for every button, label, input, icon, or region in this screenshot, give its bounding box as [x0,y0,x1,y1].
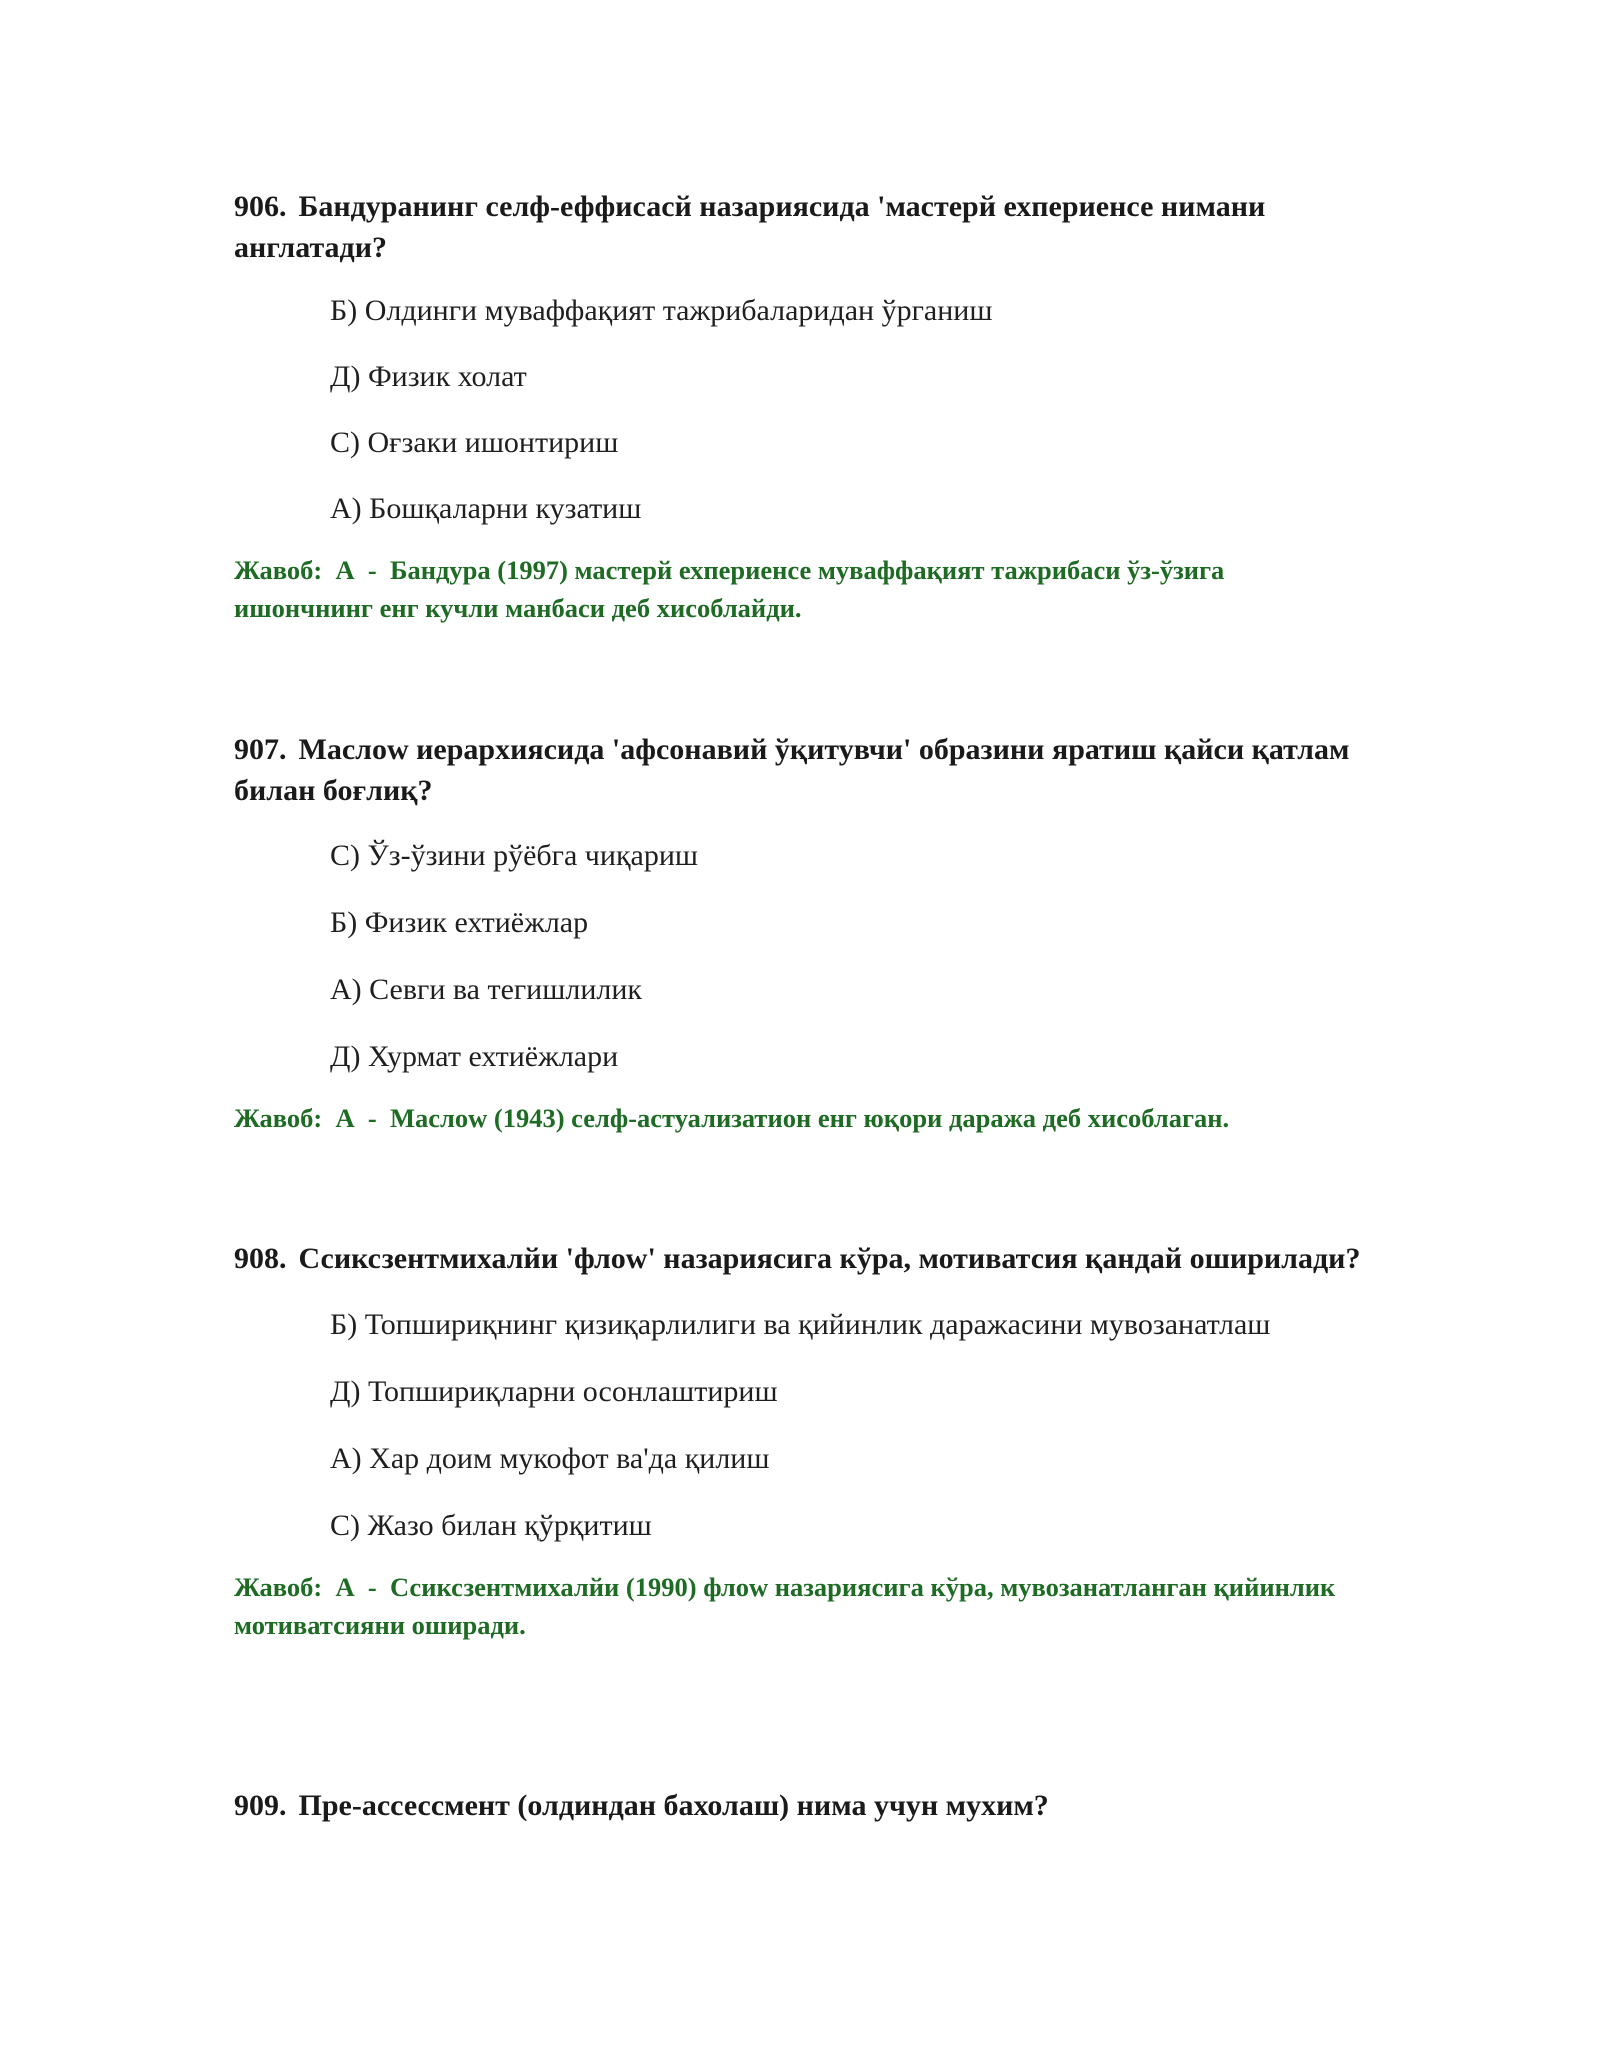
answer-letter: А [335,1572,355,1602]
option-2: Д) Физик холат [330,360,527,393]
option-3: А) Севги ва тегишлилик [330,973,642,1006]
option-1: Б) Олдинги муваффақият тажрибаларидан ўрганиш [330,294,993,327]
option-1: С) Ўз-ўзини рўёбга чиқариш [330,839,698,872]
question-908 [234,1238,1364,1644]
option-2: Б) Физик ехтиёжлар [330,906,589,939]
answer: Жавоб: А - Маслоw (1943) селф-астуализатион енг юқори даража деб хисоблаган. [234,1103,1230,1133]
question-title [234,729,1364,811]
question-title [234,1238,1364,1279]
question-title [234,1785,1364,1826]
question-number: 909. [234,1789,287,1822]
question-906 [234,186,1364,627]
answer-letter: А [335,1103,355,1133]
answer-label: Жавоб: [234,555,323,585]
question-text: Бандуранинг селф-еффисасй назариясида 'мастерй ехпериенсе нимани англатади? [234,190,1266,264]
options-list [234,836,1364,1077]
options-list [234,291,1364,529]
question-number: 908. [234,1242,287,1275]
question-907 [234,729,1364,1137]
answer-label: Жавоб: [234,1103,323,1133]
question-title [234,186,1364,268]
question-number: 906. [234,190,287,223]
answer: Жавоб: А - Ссиксзентмихалйи (1990) флоw назариясига кўра, мувозанатланган қийинлик мотиватсияни оширади. [234,1572,1336,1640]
option-3: С) Оғзаки ишонтириш [330,426,619,459]
option-3: А) Хар доим мукофот ва'да қилиш [330,1442,770,1475]
question-text: Маслоw иерархиясида 'афсонавий ўқитувчи' образини яратиш қайси қатлам билан боғлиқ? [234,733,1350,807]
option-2: Д) Топшириқларни осонлаштириш [330,1375,778,1408]
question-number: 907. [234,733,287,766]
question-text: Ссиксзентмихалйи 'флоw' назариясига кўра, мотиватсия қандай оширилади? [298,1242,1361,1275]
answer-text: Бандура (1997) мастерй ехпериенсе муваффақият тажрибаси ўз-ўзига ишончнинг енг кучли манбаси деб хисоблайди. [234,555,1225,623]
option-4: Д) Хурмат ехтиёжлари [330,1040,619,1073]
answer-text: Ссиксзентмихалйи (1990) флоw назариясига кўра, мувозанатланган қийинлик мотиватсияни оширади. [234,1572,1336,1640]
answer-letter: А [335,555,355,585]
answer-label: Жавоб: [234,1572,323,1602]
question-909 [234,1785,1364,1826]
option-4: С) Жазо билан қўрқитиш [330,1509,652,1542]
option-4: А) Бошқаларни кузатиш [330,492,642,525]
question-text: Пре-ассессмент (олдиндан бахолаш) нима учун мухим? [298,1789,1049,1822]
answer-text: Маслоw (1943) селф-астуализатион енг юқори даража деб хисоблаган. [389,1103,1230,1133]
answer: Жавоб: А - Бандура (1997) мастерй ехпериенсе муваффақият тажрибаси ўз-ўзига ишончнинг енг кучли манбаси деб хисоблайди. [234,555,1225,623]
option-1: Б) Топшириқнинг қизиқарлилиги ва қийинлик даражасини мувозанатлаш [330,1308,1271,1341]
options-list [234,1305,1364,1546]
